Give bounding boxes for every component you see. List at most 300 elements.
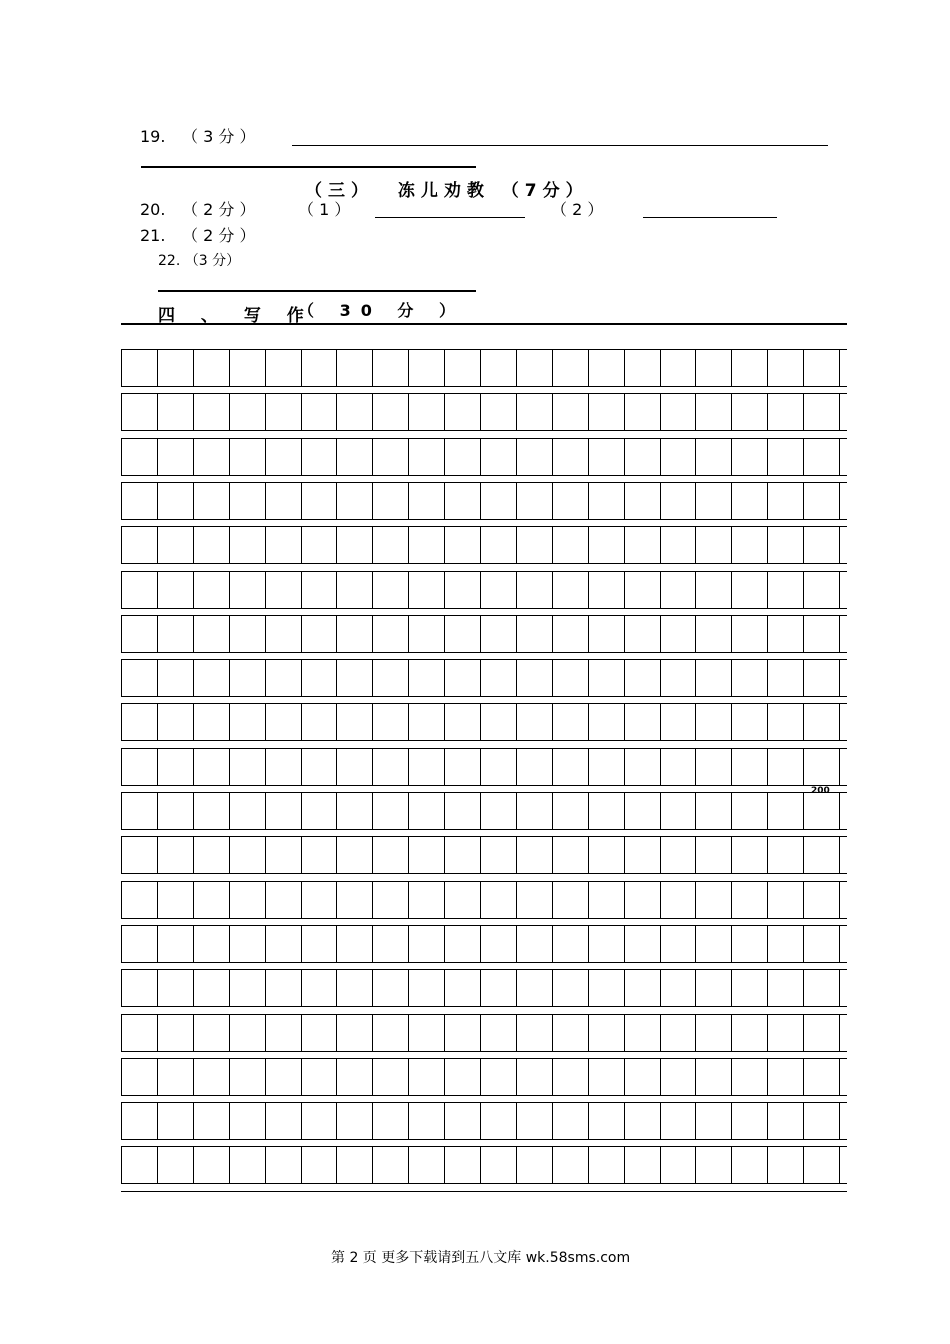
grid-cell[interactable] <box>624 1147 660 1183</box>
grid-cell[interactable] <box>839 350 875 386</box>
grid-cell[interactable] <box>552 749 588 785</box>
grid-cell[interactable] <box>695 837 731 873</box>
grid-cell[interactable] <box>480 704 516 740</box>
grid-cell[interactable] <box>552 660 588 696</box>
grid-cell[interactable] <box>480 1015 516 1051</box>
grid-cell[interactable] <box>660 1147 696 1183</box>
grid-cell[interactable] <box>552 527 588 563</box>
grid-cell[interactable] <box>839 970 875 1006</box>
grid-cell[interactable] <box>408 749 444 785</box>
grid-cell[interactable] <box>839 837 875 873</box>
grid-cell[interactable] <box>301 704 337 740</box>
grid-cell[interactable] <box>552 882 588 918</box>
grid-cell[interactable] <box>408 926 444 962</box>
grid-cell[interactable] <box>265 1059 301 1095</box>
grid-cell[interactable] <box>480 616 516 652</box>
grid-cell[interactable] <box>588 749 624 785</box>
grid-cell[interactable] <box>372 837 408 873</box>
grid-cell[interactable] <box>516 704 552 740</box>
grid-cell[interactable] <box>695 882 731 918</box>
grid-cell[interactable] <box>767 837 803 873</box>
grid-cell[interactable] <box>695 1015 731 1051</box>
grid-cell[interactable] <box>552 1059 588 1095</box>
grid-cell[interactable] <box>480 793 516 829</box>
grid-cell[interactable] <box>767 1103 803 1139</box>
grid-cell[interactable] <box>193 483 229 519</box>
grid-cell[interactable] <box>336 837 372 873</box>
grid-cell[interactable] <box>731 793 767 829</box>
grid-cell[interactable] <box>408 394 444 430</box>
grid-cell[interactable] <box>767 616 803 652</box>
grid-cell[interactable] <box>695 704 731 740</box>
grid-cell[interactable] <box>229 616 265 652</box>
grid-cell[interactable] <box>301 926 337 962</box>
grid-cell[interactable] <box>624 572 660 608</box>
grid-cell[interactable] <box>229 882 265 918</box>
grid-cell[interactable] <box>372 527 408 563</box>
grid-cell[interactable] <box>157 660 193 696</box>
grid-cell[interactable] <box>731 926 767 962</box>
grid-cell[interactable] <box>516 572 552 608</box>
grid-cell[interactable] <box>301 793 337 829</box>
grid-cell[interactable] <box>157 439 193 475</box>
grid-cell[interactable] <box>193 1147 229 1183</box>
grid-cell[interactable] <box>372 616 408 652</box>
grid-cell[interactable] <box>803 660 839 696</box>
grid-cell[interactable] <box>336 616 372 652</box>
grid-cell[interactable] <box>588 439 624 475</box>
grid-cell[interactable] <box>839 394 875 430</box>
grid-cell[interactable] <box>336 793 372 829</box>
grid-cell[interactable] <box>803 837 839 873</box>
grid-cell[interactable] <box>372 970 408 1006</box>
grid-cell[interactable] <box>444 572 480 608</box>
grid-cell[interactable] <box>624 439 660 475</box>
grid-cell[interactable] <box>121 882 157 918</box>
grid-cell[interactable] <box>695 1103 731 1139</box>
grid-cell[interactable] <box>229 439 265 475</box>
grid-cell[interactable] <box>444 483 480 519</box>
grid-cell[interactable] <box>695 793 731 829</box>
grid-cell[interactable] <box>301 394 337 430</box>
grid-cell[interactable] <box>839 1059 875 1095</box>
grid-cell[interactable] <box>731 882 767 918</box>
grid-cell[interactable] <box>660 749 696 785</box>
grid-cell[interactable] <box>372 483 408 519</box>
grid-cell[interactable] <box>265 350 301 386</box>
grid-cell[interactable] <box>516 1015 552 1051</box>
grid-cell[interactable] <box>193 527 229 563</box>
grid-cell[interactable] <box>731 439 767 475</box>
grid-cell[interactable] <box>839 1015 875 1051</box>
grid-cell[interactable] <box>229 394 265 430</box>
grid-cell[interactable] <box>803 394 839 430</box>
grid-cell[interactable] <box>803 1147 839 1183</box>
grid-cell[interactable] <box>229 483 265 519</box>
grid-cell[interactable] <box>336 572 372 608</box>
grid-cell[interactable] <box>516 749 552 785</box>
grid-cell[interactable] <box>372 1103 408 1139</box>
grid-cell[interactable] <box>660 837 696 873</box>
grid-cell[interactable] <box>444 1103 480 1139</box>
grid-cell[interactable] <box>660 394 696 430</box>
grid-cell[interactable] <box>336 749 372 785</box>
grid-cell[interactable] <box>660 926 696 962</box>
grid-cell[interactable] <box>588 1103 624 1139</box>
grid-cell[interactable] <box>444 1147 480 1183</box>
grid-cell[interactable] <box>444 882 480 918</box>
grid-cell[interactable] <box>121 793 157 829</box>
grid-cell[interactable] <box>121 616 157 652</box>
grid-cell[interactable] <box>157 1059 193 1095</box>
grid-cell[interactable] <box>660 572 696 608</box>
grid-cell[interactable] <box>516 439 552 475</box>
grid-cell[interactable] <box>408 527 444 563</box>
grid-cell[interactable] <box>731 837 767 873</box>
grid-cell[interactable] <box>336 1103 372 1139</box>
grid-cell[interactable] <box>265 483 301 519</box>
grid-cell[interactable] <box>444 660 480 696</box>
grid-cell[interactable] <box>408 970 444 1006</box>
grid-cell[interactable] <box>301 970 337 1006</box>
grid-cell[interactable] <box>444 616 480 652</box>
grid-cell[interactable] <box>301 1059 337 1095</box>
grid-cell[interactable] <box>193 1015 229 1051</box>
grid-cell[interactable] <box>624 749 660 785</box>
grid-cell[interactable] <box>444 527 480 563</box>
grid-cell[interactable] <box>839 882 875 918</box>
grid-cell[interactable] <box>660 1103 696 1139</box>
grid-cell[interactable] <box>444 1015 480 1051</box>
grid-cell[interactable] <box>624 1103 660 1139</box>
grid-cell[interactable] <box>229 1147 265 1183</box>
grid-cell[interactable] <box>408 1059 444 1095</box>
grid-cell[interactable] <box>157 1015 193 1051</box>
grid-cell[interactable] <box>552 1015 588 1051</box>
grid-cell[interactable] <box>408 704 444 740</box>
grid-cell[interactable] <box>157 572 193 608</box>
q22-answer-line[interactable] <box>158 290 476 292</box>
grid-cell[interactable] <box>229 970 265 1006</box>
grid-cell[interactable] <box>336 970 372 1006</box>
grid-cell[interactable] <box>552 350 588 386</box>
grid-cell[interactable] <box>193 616 229 652</box>
grid-cell[interactable] <box>480 394 516 430</box>
grid-cell[interactable] <box>695 1059 731 1095</box>
grid-cell[interactable] <box>803 527 839 563</box>
grid-cell[interactable] <box>121 1059 157 1095</box>
grid-cell[interactable] <box>695 527 731 563</box>
grid-cell[interactable] <box>336 483 372 519</box>
grid-cell[interactable] <box>444 970 480 1006</box>
grid-cell[interactable] <box>336 439 372 475</box>
grid-cell[interactable] <box>408 439 444 475</box>
grid-cell[interactable] <box>480 1059 516 1095</box>
grid-cell[interactable] <box>265 793 301 829</box>
grid-cell[interactable] <box>229 572 265 608</box>
grid-cell[interactable] <box>193 970 229 1006</box>
grid-cell[interactable] <box>588 970 624 1006</box>
grid-cell[interactable] <box>265 749 301 785</box>
grid-cell[interactable] <box>301 527 337 563</box>
grid-cell[interactable] <box>408 572 444 608</box>
grid-cell[interactable] <box>444 749 480 785</box>
grid-cell[interactable] <box>516 970 552 1006</box>
grid-cell[interactable] <box>229 1103 265 1139</box>
grid-cell[interactable] <box>121 350 157 386</box>
grid-cell[interactable] <box>552 793 588 829</box>
grid-cell[interactable] <box>301 439 337 475</box>
grid-cell[interactable] <box>121 970 157 1006</box>
grid-cell[interactable] <box>121 837 157 873</box>
grid-cell[interactable] <box>588 926 624 962</box>
grid-cell[interactable] <box>301 1147 337 1183</box>
grid-cell[interactable] <box>695 749 731 785</box>
grid-cell[interactable] <box>624 527 660 563</box>
grid-cell[interactable] <box>193 572 229 608</box>
grid-cell[interactable] <box>372 749 408 785</box>
grid-cell[interactable] <box>372 1059 408 1095</box>
grid-cell[interactable] <box>229 1059 265 1095</box>
grid-cell[interactable] <box>193 660 229 696</box>
grid-cell[interactable] <box>767 704 803 740</box>
grid-cell[interactable] <box>480 483 516 519</box>
grid-cell[interactable] <box>552 616 588 652</box>
grid-cell[interactable] <box>372 793 408 829</box>
grid-cell[interactable] <box>444 926 480 962</box>
grid-cell[interactable] <box>767 350 803 386</box>
grid-cell[interactable] <box>767 1015 803 1051</box>
grid-cell[interactable] <box>588 660 624 696</box>
grid-cell[interactable] <box>408 1147 444 1183</box>
grid-cell[interactable] <box>336 1147 372 1183</box>
grid-cell[interactable] <box>803 483 839 519</box>
grid-cell[interactable] <box>301 572 337 608</box>
grid-cell[interactable] <box>839 1147 875 1183</box>
grid-cell[interactable] <box>480 1147 516 1183</box>
grid-cell[interactable] <box>444 704 480 740</box>
grid-cell[interactable] <box>480 572 516 608</box>
grid-cell[interactable] <box>588 572 624 608</box>
grid-cell[interactable] <box>731 572 767 608</box>
grid-cell[interactable] <box>229 350 265 386</box>
grid-cell[interactable] <box>408 882 444 918</box>
grid-cell[interactable] <box>408 793 444 829</box>
grid-cell[interactable] <box>516 1059 552 1095</box>
grid-cell[interactable] <box>731 394 767 430</box>
grid-cell[interactable] <box>444 1059 480 1095</box>
grid-cell[interactable] <box>336 882 372 918</box>
grid-cell[interactable] <box>839 439 875 475</box>
grid-cell[interactable] <box>767 1059 803 1095</box>
grid-cell[interactable] <box>336 704 372 740</box>
grid-cell[interactable] <box>372 439 408 475</box>
grid-cell[interactable] <box>480 1103 516 1139</box>
grid-cell[interactable] <box>229 837 265 873</box>
grid-cell[interactable] <box>803 439 839 475</box>
grid-cell[interactable] <box>444 439 480 475</box>
grid-cell[interactable] <box>624 793 660 829</box>
grid-cell[interactable] <box>480 527 516 563</box>
grid-cell[interactable] <box>408 837 444 873</box>
grid-cell[interactable] <box>372 1015 408 1051</box>
grid-cell[interactable] <box>588 704 624 740</box>
grid-cell[interactable] <box>121 394 157 430</box>
grid-cell[interactable] <box>301 616 337 652</box>
grid-cell[interactable] <box>588 1147 624 1183</box>
grid-cell[interactable] <box>731 483 767 519</box>
grid-cell[interactable] <box>839 793 875 829</box>
grid-cell[interactable] <box>660 439 696 475</box>
grid-cell[interactable] <box>660 704 696 740</box>
grid-cell[interactable] <box>265 1103 301 1139</box>
grid-cell[interactable] <box>767 793 803 829</box>
grid-cell[interactable] <box>121 483 157 519</box>
grid-cell[interactable] <box>767 660 803 696</box>
grid-cell[interactable] <box>229 660 265 696</box>
grid-cell[interactable] <box>767 970 803 1006</box>
grid-cell[interactable] <box>408 350 444 386</box>
grid-cell[interactable] <box>121 660 157 696</box>
grid-cell[interactable] <box>767 394 803 430</box>
grid-cell[interactable] <box>157 837 193 873</box>
grid-cell[interactable] <box>157 616 193 652</box>
grid-cell[interactable] <box>624 882 660 918</box>
grid-cell[interactable] <box>229 704 265 740</box>
grid-cell[interactable] <box>265 837 301 873</box>
grid-cell[interactable] <box>229 749 265 785</box>
grid-cell[interactable] <box>301 483 337 519</box>
grid-cell[interactable] <box>552 394 588 430</box>
grid-cell[interactable] <box>157 793 193 829</box>
grid-cell[interactable] <box>624 926 660 962</box>
grid-cell[interactable] <box>660 1059 696 1095</box>
grid-cell[interactable] <box>552 572 588 608</box>
grid-cell[interactable] <box>121 439 157 475</box>
grid-cell[interactable] <box>480 970 516 1006</box>
grid-cell[interactable] <box>731 350 767 386</box>
grid-cell[interactable] <box>516 1147 552 1183</box>
grid-cell[interactable] <box>157 1147 193 1183</box>
grid-cell[interactable] <box>193 749 229 785</box>
grid-cell[interactable] <box>265 527 301 563</box>
grid-cell[interactable] <box>803 926 839 962</box>
grid-cell[interactable] <box>157 483 193 519</box>
grid-cell[interactable] <box>265 926 301 962</box>
grid-cell[interactable] <box>121 1147 157 1183</box>
grid-cell[interactable] <box>157 704 193 740</box>
grid-cell[interactable] <box>372 1147 408 1183</box>
grid-cell[interactable] <box>301 837 337 873</box>
grid-cell[interactable] <box>265 882 301 918</box>
grid-cell[interactable] <box>803 1059 839 1095</box>
grid-cell[interactable] <box>660 970 696 1006</box>
grid-cell[interactable] <box>695 572 731 608</box>
grid-cell[interactable] <box>552 483 588 519</box>
grid-cell[interactable] <box>803 350 839 386</box>
grid-cell[interactable] <box>552 926 588 962</box>
grid-cell[interactable] <box>660 483 696 519</box>
grid-cell[interactable] <box>265 616 301 652</box>
grid-cell[interactable] <box>624 837 660 873</box>
grid-cell[interactable] <box>588 394 624 430</box>
grid-cell[interactable] <box>803 882 839 918</box>
grid-cell[interactable] <box>767 439 803 475</box>
grid-cell[interactable] <box>480 882 516 918</box>
grid-cell[interactable] <box>660 1015 696 1051</box>
grid-cell[interactable] <box>157 882 193 918</box>
grid-cell[interactable] <box>660 882 696 918</box>
grid-cell[interactable] <box>731 1103 767 1139</box>
grid-cell[interactable] <box>767 483 803 519</box>
grid-cell[interactable] <box>265 572 301 608</box>
grid-cell[interactable] <box>588 483 624 519</box>
grid-cell[interactable] <box>372 926 408 962</box>
grid-cell[interactable] <box>695 439 731 475</box>
grid-cell[interactable] <box>121 704 157 740</box>
grid-cell[interactable] <box>588 616 624 652</box>
q20-part2-answer-line[interactable] <box>643 217 777 218</box>
grid-cell[interactable] <box>552 837 588 873</box>
grid-cell[interactable] <box>193 793 229 829</box>
q20-part1-answer-line[interactable] <box>375 217 525 218</box>
grid-cell[interactable] <box>588 837 624 873</box>
grid-cell[interactable] <box>372 704 408 740</box>
grid-cell[interactable] <box>839 616 875 652</box>
grid-cell[interactable] <box>121 926 157 962</box>
grid-cell[interactable] <box>839 1103 875 1139</box>
grid-cell[interactable] <box>480 926 516 962</box>
grid-cell[interactable] <box>624 616 660 652</box>
grid-cell[interactable] <box>552 439 588 475</box>
grid-cell[interactable] <box>265 660 301 696</box>
grid-cell[interactable] <box>803 970 839 1006</box>
grid-cell[interactable] <box>229 926 265 962</box>
grid-cell[interactable] <box>336 350 372 386</box>
grid-cell[interactable] <box>516 394 552 430</box>
grid-cell[interactable] <box>660 527 696 563</box>
grid-cell[interactable] <box>157 970 193 1006</box>
grid-cell[interactable] <box>588 1015 624 1051</box>
grid-cell[interactable] <box>516 660 552 696</box>
grid-cell[interactable] <box>695 483 731 519</box>
grid-cell[interactable] <box>372 350 408 386</box>
grid-cell[interactable] <box>157 527 193 563</box>
grid-cell[interactable] <box>121 572 157 608</box>
grid-cell[interactable] <box>695 394 731 430</box>
grid-cell[interactable] <box>624 394 660 430</box>
grid-cell[interactable] <box>695 926 731 962</box>
grid-cell[interactable] <box>336 527 372 563</box>
grid-cell[interactable] <box>193 704 229 740</box>
grid-cell[interactable] <box>193 882 229 918</box>
grid-cell[interactable] <box>516 350 552 386</box>
grid-cell[interactable] <box>731 970 767 1006</box>
grid-cell[interactable] <box>767 1147 803 1183</box>
grid-cell[interactable] <box>444 793 480 829</box>
grid-cell[interactable] <box>372 660 408 696</box>
grid-cell[interactable] <box>301 1015 337 1051</box>
grid-cell[interactable] <box>839 527 875 563</box>
grid-cell[interactable] <box>695 1147 731 1183</box>
grid-cell[interactable] <box>480 350 516 386</box>
grid-cell[interactable] <box>803 1103 839 1139</box>
grid-cell[interactable] <box>408 1103 444 1139</box>
grid-cell[interactable] <box>336 660 372 696</box>
grid-cell[interactable] <box>193 926 229 962</box>
grid-cell[interactable] <box>193 394 229 430</box>
grid-cell[interactable] <box>731 749 767 785</box>
